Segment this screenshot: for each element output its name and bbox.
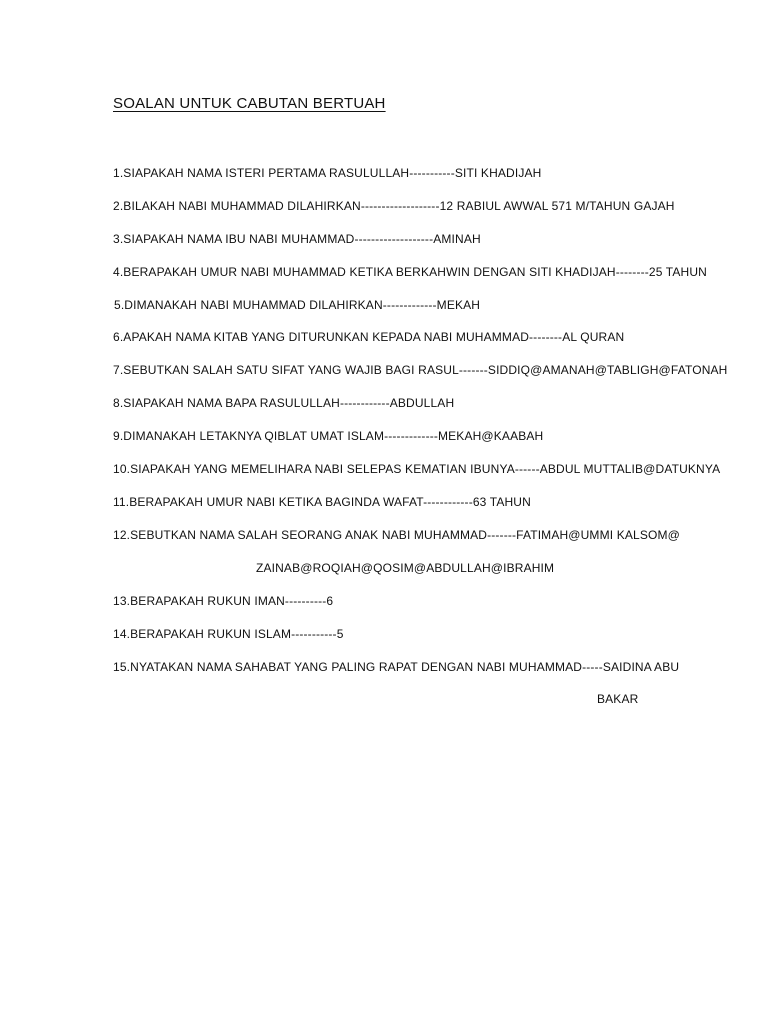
question-12: 12.SEBUTKAN NAMA SALAH SEORANG ANAK NABI MUHAMMAD-------FATIMAH@UMMI KALSOM@ <box>113 528 680 542</box>
question-12-continuation: ZAINAB@ROQIAH@QOSIM@ABDULLAH@IBRAHIM <box>256 561 555 575</box>
question-7: 7.SEBUTKAN SALAH SATU SIFAT YANG WAJIB BAGI RASUL-------SIDDIQ@AMANAH@TABLIGH@FATONAH <box>113 363 728 377</box>
question-4: 4.BERAPAKAH UMUR NABI MUHAMMAD KETIKA BERKAHWIN DENGAN SITI KHADIJAH--------25 TAHUN <box>113 265 707 279</box>
question-15-continuation: BAKAR <box>597 692 639 706</box>
question-3: 3.SIAPAKAH NAMA IBU NABI MUHAMMAD-------------------AMINAH <box>113 232 481 246</box>
question-8: 8.SIAPAKAH NAMA BAPA RASULULLAH------------ABDULLAH <box>113 396 455 410</box>
question-1: 1.SIAPAKAH NAMA ISTERI PERTAMA RASULULLAH-----------SITI KHADIJAH <box>113 166 542 180</box>
question-9: 9.DIMANAKAH LETAKNYA QIBLAT UMAT ISLAM-------------MEKAH@KAABAH <box>113 429 544 443</box>
question-2: 2.BILAKAH NABI MUHAMMAD DILAHIRKAN-------------------12 RABIUL AWWAL 571 M/TAHUN GAJAH <box>113 199 675 213</box>
document-title: SOALAN UNTUK CABUTAN BERTUAH <box>113 95 386 112</box>
question-11: 11.BERAPAKAH UMUR NABI KETIKA BAGINDA WAFAT------------63 TAHUN <box>113 495 531 509</box>
question-5: 5.DIMANAKAH NABI MUHAMMAD DILAHIRKAN-------------MEKAH <box>114 298 481 312</box>
question-14: 14.BERAPAKAH RUKUN ISLAM-----------5 <box>113 627 344 641</box>
question-15: 15.NYATAKAN NAMA SAHABAT YANG PALING RAPAT DENGAN NABI MUHAMMAD-----SAIDINA ABU <box>113 660 680 674</box>
question-10: 10.SIAPAKAH YANG MEMELIHARA NABI SELEPAS KEMATIAN IBUNYA------ABDUL MUTTALIB@DATUKNYA <box>113 462 721 476</box>
question-6: 6.APAKAH NAMA KITAB YANG DITURUNKAN KEPADA NABI MUHAMMAD--------AL QURAN <box>113 330 625 344</box>
question-13: 13.BERAPAKAH RUKUN IMAN----------6 <box>113 594 334 608</box>
